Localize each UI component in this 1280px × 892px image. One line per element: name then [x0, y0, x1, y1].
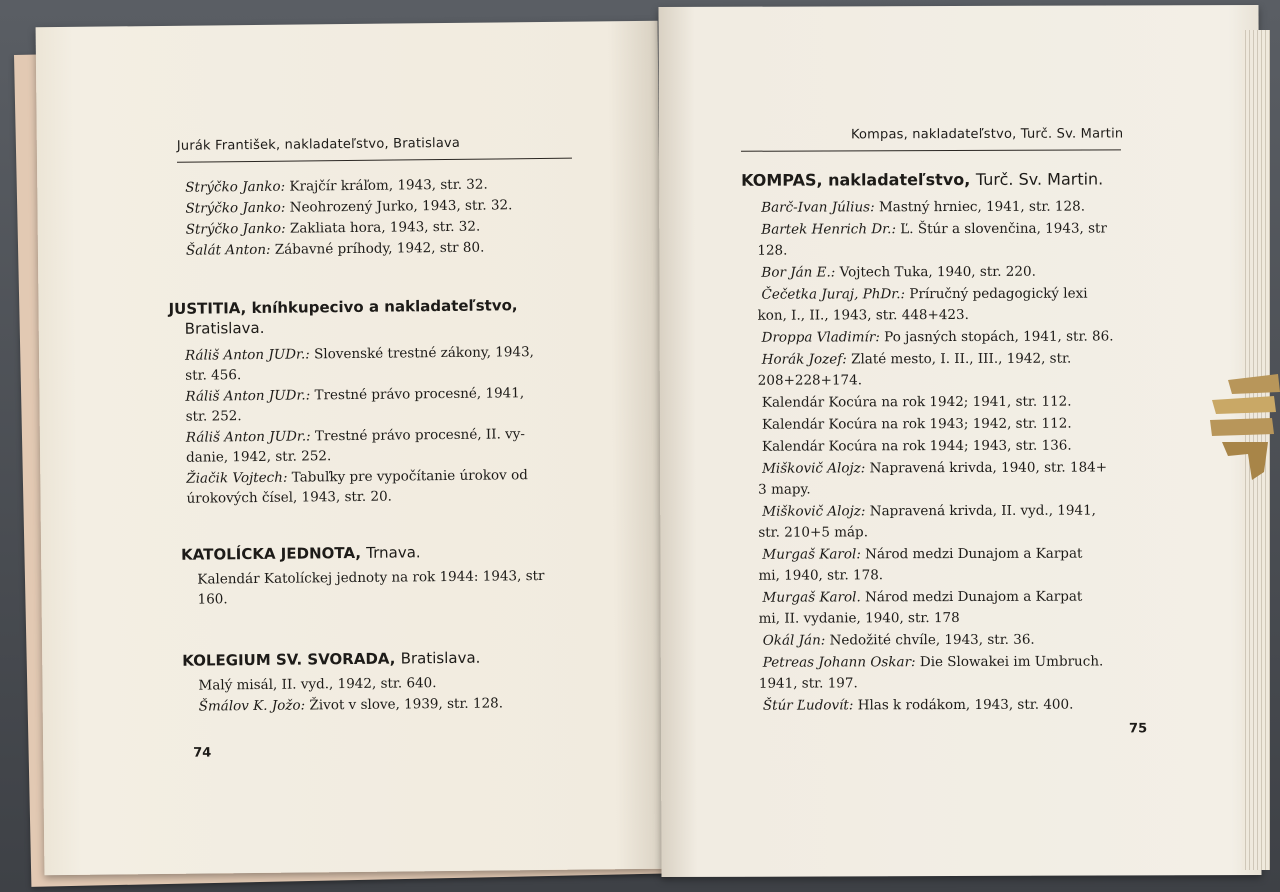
entry-author: Murgaš Karol.: [762, 589, 861, 606]
entry-author: Ráliš Anton JUDr.:: [184, 346, 310, 364]
entry-text: Príručný pedagogický lexi: [909, 285, 1088, 303]
entry-author: Bartek Henrich Dr.:: [761, 221, 897, 238]
entry-text: Národ medzi Dunajom a Karpat: [865, 588, 1083, 606]
entry-text: Ľ. Štúr a slovenčina, 1943, str: [900, 220, 1107, 238]
entry-continuation: 160.: [197, 591, 228, 608]
entry-text: Kalendár Kocúra na rok 1944; 1943, str. 136.: [761, 437, 1072, 455]
entry-author: Strýčko Janko:: [185, 199, 286, 217]
section-kompas: [741, 169, 1163, 717]
carryover-entries: [185, 174, 586, 262]
entry-continuation: str. 252.: [185, 408, 242, 425]
right-page-number: 75: [1128, 721, 1148, 737]
section-title: KATOLÍCKA JEDNOTA,: [181, 543, 362, 564]
section-title: JUSTITIA, kníhkupecivo a nakladateľstvo,: [168, 296, 518, 318]
entry-author: Miškovič Alojz:: [762, 503, 866, 520]
entry-continuation: 1941, str. 197.: [758, 675, 858, 692]
entry-text: Malý misál, II. vyd., 1942, str. 640.: [198, 675, 437, 694]
section-title: KOMPAS, nakladateľstvo,: [741, 169, 971, 190]
bibliography-entry: [743, 586, 1163, 629]
entry-author: Strýčko Janko:: [185, 178, 286, 196]
section-kolegium: [182, 647, 593, 717]
entry-text: Slovenské trestné zákony, 1943,: [314, 344, 535, 363]
section-heading: [168, 296, 588, 318]
bibliography-entry: [741, 218, 1161, 261]
entry-author: Petreas Johann Oskar:: [762, 654, 916, 671]
entry-author: Okál Ján:: [762, 632, 826, 649]
section-title: KOLEGIUM SV. SVORADA,: [182, 649, 396, 670]
section-place: Turč. Sv. Martin.: [975, 169, 1104, 189]
bibliography-entry: [186, 216, 586, 240]
entry-text: Kalendár Katolíckej jednoty na rok 1944: 1943, str: [197, 567, 545, 588]
left-running-header: Jurák František, nakladateľstvo, Bratislava: [176, 135, 461, 154]
entry-continuation: str. 456.: [185, 367, 242, 384]
entry-text: Krajčír kráľom, 1943, str. 32.: [289, 176, 488, 195]
entry-continuation: 3 mapy.: [758, 481, 811, 498]
entry-author: Bor Ján E.:: [761, 264, 836, 281]
entry-text: Napravená krivda, 1940, str. 184+: [869, 459, 1108, 477]
entry-continuation: danie, 1942, str. 252.: [186, 448, 332, 466]
bibliography-entry: [743, 651, 1163, 694]
bibliography-entry: [169, 342, 589, 386]
bibliography-entry: [742, 413, 1162, 435]
bibliography-entry: [742, 543, 1162, 586]
bibliography-entry: [742, 500, 1162, 543]
entry-text: Kalendár Kocúra na rok 1942; 1941, str. 112.: [761, 393, 1072, 411]
brass-clip-icon: [1208, 372, 1280, 482]
entry-author: Žiačik Vojtech:: [186, 469, 288, 487]
entry-continuation: str. 210+5 máp.: [758, 524, 869, 541]
bibliography-entry: [185, 195, 585, 219]
entry-text: Tabuľky pre vypočítanie úrokov od: [291, 467, 528, 486]
bibliography-entry: [741, 283, 1161, 326]
entry-continuation: mi, 1940, str. 178.: [758, 567, 884, 584]
bibliography-entry: [186, 237, 586, 261]
entry-text: Po jasných stopách, 1941, str. 86.: [884, 328, 1114, 346]
entry-author: Ráliš Anton JUDr.:: [185, 428, 311, 446]
bibliography-entry: [743, 629, 1163, 651]
entry-text: Trestné právo procesné, II. vy-: [314, 426, 526, 445]
entry-text: Napravená krivda, II. vyd., 1941,: [869, 502, 1096, 520]
bibliography-entry: [181, 565, 591, 609]
entry-author: Strýčko Janko:: [185, 220, 286, 238]
bibliography-entry: [185, 174, 585, 198]
entry-text: Zábavné príhody, 1942, str 80.: [274, 239, 485, 258]
bibliography-entry: [743, 694, 1163, 716]
bibliography-entry: [183, 692, 593, 716]
bibliography-entry: [742, 435, 1162, 457]
entry-text: Vojtech Tuka, 1940, str. 220.: [839, 263, 1036, 281]
entry-author: Horák Jozef:: [761, 351, 847, 368]
entry-author: Šalát Anton:: [185, 241, 271, 259]
entry-continuation: úrokových čísel, 1943, str. 20.: [186, 488, 393, 507]
entry-text: Národ medzi Dunajom a Karpat: [865, 545, 1083, 563]
bibliography-entry: [742, 391, 1162, 413]
entry-continuation: 128.: [757, 242, 788, 259]
entry-author: Droppa Vladimír:: [761, 329, 880, 346]
entry-author: Ráliš Anton JUDr.:: [185, 387, 311, 405]
section-heading: [182, 647, 592, 669]
entry-text: Zakliata hora, 1943, str. 32.: [289, 218, 481, 237]
entry-continuation: mi, II. vydanie, 1940, str. 178: [758, 610, 960, 627]
entry-text: Die Slowakei im Umbruch.: [919, 653, 1104, 671]
left-page-number: 74: [193, 745, 212, 761]
entry-author: Miškovič Alojz:: [762, 460, 866, 477]
right-header-rule: [741, 149, 1121, 151]
right-running-header: Kompas, nakladateľstvo, Turč. Sv. Martin: [850, 126, 1124, 143]
entry-text: Zlaté mesto, I. II., III., 1942, str.: [851, 350, 1072, 368]
left-header-rule: [177, 158, 572, 163]
entry-author: Čečetka Juraj, PhDr.:: [761, 286, 906, 303]
entry-text: Hlas k rodákom, 1943, str. 400.: [857, 696, 1074, 714]
section-place: Bratislava.: [400, 648, 481, 668]
section-heading: [181, 541, 591, 563]
entry-text: Kalendár Kocúra na rok 1943; 1942, str. 112.: [761, 415, 1072, 433]
entry-text: Neohrozený Jurko, 1943, str. 32.: [289, 197, 513, 216]
section-justitia: [168, 296, 590, 510]
entry-text: Mastný hrniec, 1941, str. 128.: [878, 198, 1086, 216]
bibliography-entry: [741, 261, 1161, 283]
bibliography-entry: [742, 457, 1162, 500]
bibliography-entry: [169, 383, 589, 427]
entry-text: Život v slove, 1939, str. 128.: [309, 695, 504, 714]
entry-text: Trestné právo procesné, 1941,: [314, 385, 525, 404]
bibliography-entry: [742, 348, 1162, 391]
section-place: Trnava.: [366, 543, 421, 562]
bibliography-entry: [742, 326, 1162, 348]
entry-author: Barč-Ivan Július:: [761, 199, 875, 216]
entry-text: Nedožité chvíle, 1943, str. 36.: [829, 631, 1035, 649]
section-place: Bratislava.: [184, 318, 265, 338]
entry-author: Štúr Ľudovít:: [762, 697, 854, 714]
section-katolicka-jednota: [181, 541, 592, 610]
entry-continuation: 208+228+174.: [757, 372, 863, 389]
entry-author: Šmálov K. Jožo:: [198, 697, 306, 715]
right-page: [658, 5, 1261, 877]
entry-continuation: kon, I., II., 1943, str. 448+423.: [757, 306, 969, 324]
bibliography-entry: [170, 423, 590, 467]
bibliography-entry: [741, 196, 1161, 218]
left-page: [36, 21, 667, 875]
entry-author: Murgaš Karol:: [762, 546, 861, 563]
section-heading: [741, 169, 1161, 189]
bibliography-entry: [170, 464, 590, 508]
